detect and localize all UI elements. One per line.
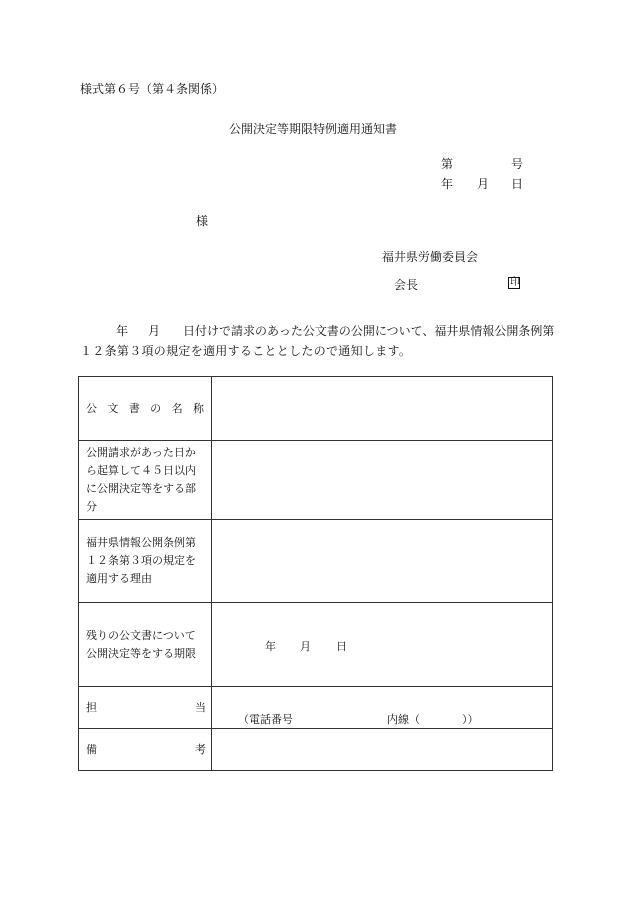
label-char: 文 [107,401,119,415]
body-line1: 日付けで請求のあった公文書の公開について、福井県情報公開条例第 [183,324,555,338]
label-line: 残りの公文書について [86,628,196,642]
value-remarks [212,729,553,771]
label-line: に公開決定等をする部 [86,482,196,495]
label-char: 当 [195,701,206,714]
label-char: 備 [86,742,97,756]
label-reason [79,520,212,603]
extension-close: ）） [462,713,479,726]
label-line: 公開決定等をする期限 [86,646,196,660]
label-line: ら起算して４５日以内 [86,464,196,477]
label-document-name [79,377,212,441]
value-reason [212,520,553,603]
date-year: 年 [441,177,454,191]
value-contact [212,687,553,729]
label-line: 適用する理由 [86,572,152,585]
label-char: 称 [192,401,204,415]
label-char: の [150,401,162,415]
label-line: １２条第３項の規定を [86,554,196,567]
table-row [79,729,553,771]
phone-label: （電話番号 [238,713,293,726]
value-partial-disclosure [212,441,553,520]
recipient-honorific: 様 [196,214,209,228]
body-year: 年 [116,324,129,338]
body-month: 月 [148,324,161,338]
label-char: 名 [171,401,183,415]
doc-number-suffix: 号 [511,157,524,171]
form-number: 様式第６号（第４条関係） [80,82,225,96]
sender-organization: 福井県労働委員会 [382,250,479,264]
table-row [79,603,553,687]
label-partial-disclosure [79,441,212,520]
document-title: 公開決定等期限特例適用通知書 [229,122,398,136]
deadline-month: 月 [300,640,311,653]
label-contact [79,687,212,729]
seal-char: 印 [510,277,520,288]
doc-number-prefix: 第 [441,157,454,171]
seal-box [508,277,520,289]
value-document-name [212,377,553,441]
table-row [79,377,553,441]
label-char: 公 [86,401,97,415]
label-char: 考 [195,742,206,756]
date-day: 日 [511,177,524,191]
deadline-year: 年 [265,640,276,653]
table-row [79,520,553,603]
body-line2: １２条第３項の規定を適用することとしたので通知します。 [80,344,412,358]
label-line: 福井県情報公開条例第 [86,536,196,549]
deadline-day: 日 [336,640,347,653]
table-row [79,687,553,729]
date-month: 月 [477,177,490,191]
label-line: 公開請求があった日か [86,446,196,459]
table-row [79,441,553,520]
value-deadline [212,603,553,687]
label-line: 分 [86,500,97,513]
label-char: 書 [128,401,140,415]
label-char: 担 [86,701,97,714]
label-deadline [79,603,212,687]
label-remarks [79,729,212,771]
notice-table [78,376,553,771]
sender-title: 会長 [394,278,419,292]
extension-label: 内線（ [387,713,420,726]
